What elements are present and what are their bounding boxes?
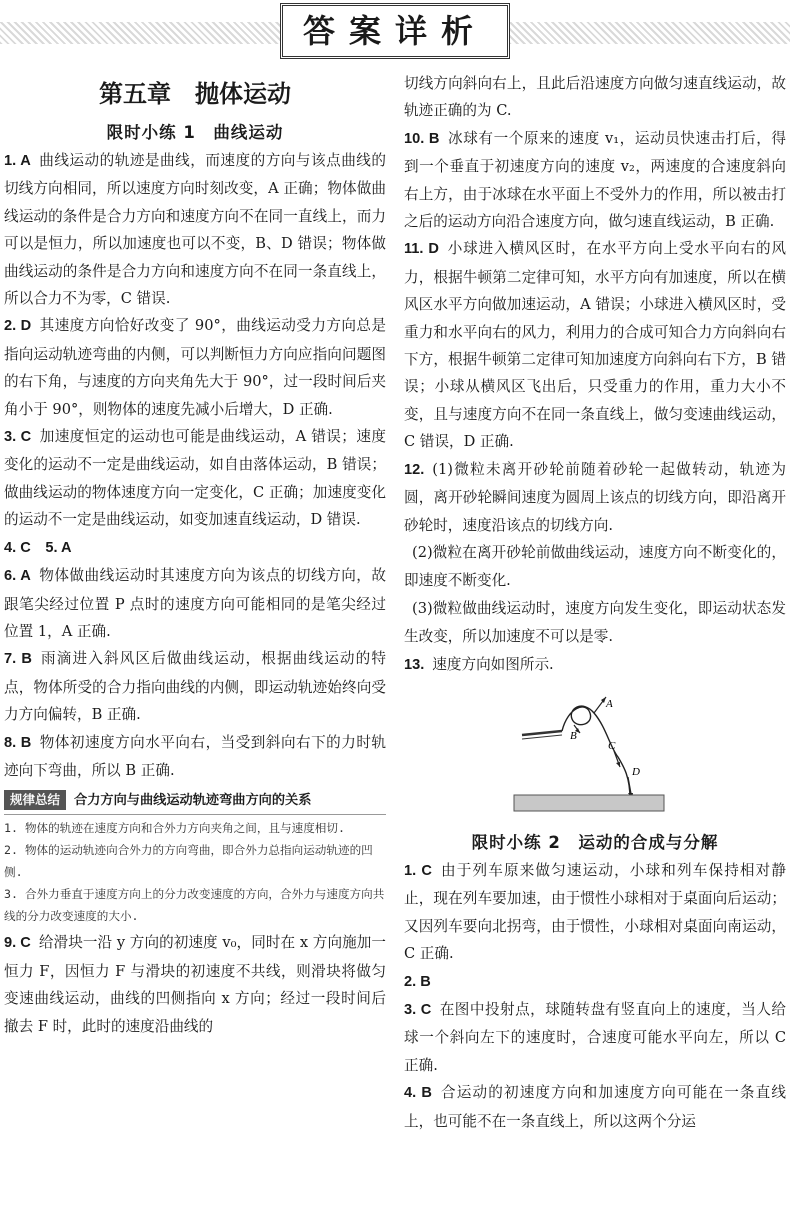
summary-title: 合力方向与曲线运动轨迹弯曲方向的关系	[74, 793, 312, 809]
point-label-d: D	[632, 765, 640, 778]
answer-list-left	[4, 147, 386, 784]
summary-heading	[4, 788, 386, 815]
point-label-b: B	[570, 729, 577, 742]
answer-item: 9. C 给滑块一沿 y 方向的初速度 v₀，同时在 x 方向施加一恒力 F，因恒力 F 与滑块的初速度不共线，则滑块将做匀变速曲线运动，曲线的凹侧指向 x 方向；经过一段时间后撤去 F 时，此时的速度沿曲线的	[4, 934, 386, 1035]
answer-item: 12. (1)微粒未离开砂轮前随着砂轮一起做转动，轨迹为圆，离开砂轮瞬间速度为圆周上该点的切线方向，即沿离开砂轮时，速度沿该点的切线方向.	[404, 460, 786, 534]
answer-item: 2. B	[404, 973, 431, 990]
answer-item: 8. B 物体初速度方向水平向右，当受到斜向右下的力时轨迹向下弯曲，所以 B 正确.	[4, 733, 386, 779]
left-column	[4, 70, 386, 1040]
answer-item: 4. B 合运动的初速度方向和加速度方向可能在一条直线上，也可能不在一条直线上，所以这两个分运	[404, 1084, 786, 1130]
answer-item: 2. D 其速度方向恰好改变了 90°，曲线运动受力方向总是指向运动轨迹弯曲的内侧，可以判断恒力方向应指向问题图的右下角，与速度的方向夹角先大于 90°，过一段时间后夹角小于 90°，则物体的速度先减小后增大，D 正确.	[4, 317, 387, 418]
answer-item: 6. A 物体做曲线运动时其速度方向为该点的切线方向，故跟笔尖经过位置 P 点时的速度方向可能相同的是笔尖经过位置 1，A 正确.	[4, 567, 386, 640]
answer-item: 4. C 5. A	[4, 539, 72, 556]
header-title: 答案详析	[280, 3, 510, 59]
velocity-direction-figure	[510, 687, 680, 815]
answer-item: 3. C 加速度恒定的运动也可能是曲线运动，A 错误；速度变化的运动不一定是曲线运动，如自由落体运动，B 错误；做曲线运动的物体速度方向一定变化，C 正确；加速度变化的运动不一定是曲线运动，如变加速直线运动，D 错误.	[4, 428, 387, 529]
section-title-1: 限时小练 1 曲线运动	[106, 123, 284, 142]
summary-line: 2. 物体的运动轨迹向合外力的方向弯曲，即合外力总指向运动轨迹的凹侧.	[4, 843, 373, 880]
answer-item: (3)微粒做曲线运动时，速度方向发生变化，即运动状态发生改变，所以加速度不可以是零.	[404, 599, 786, 646]
continued-text: 切线方向斜向右上，且此后沿速度方向做匀速直线运动，故轨迹正确的为 C.	[404, 75, 786, 120]
summary-tag: 规律总结	[4, 790, 66, 810]
chapter-title: 第五章 抛体运动	[99, 80, 291, 108]
page-header	[0, 0, 790, 66]
answer-item: 3. C 在图中投射点，球随转盘有竖直向上的速度，当人给球一个斜向左下的速度时，合速度可能水平向左，所以 C 正确.	[404, 1000, 786, 1074]
summary-line: 3. 合外力垂直于速度方向上的分力改变速度的方向，合外力与速度方向共线的分力改变速度的大小.	[4, 887, 385, 924]
answer-item: 11. D 小球进入横风区时，在水平方向上受水平向右的风力，根据牛顿第二定律可知，水平方向有加速度，所以在横风区水平方向做加速运动，A 错误；小球进入横风区时，受重力和水平向右的风力，利用力的合成可知合力方向斜向右下方，根据牛顿第二定律可知加速度方向斜向右下方，B 错误；小球从横风区飞出后，只受重力的作用，重力大小不变，且与速度方向不在同一条直线上，做匀变速曲线运动，C 错误，D 正确.	[404, 240, 786, 451]
point-label-c: C	[608, 739, 616, 752]
answer-item: 13. 速度方向如图所示.	[404, 655, 554, 673]
rule-summary-box	[4, 788, 386, 927]
right-column	[404, 70, 786, 1135]
answer-item: 7. B 雨滴进入斜风区后做曲线运动，根据曲线运动的特点，物体所受的合力指向曲线的内侧，即运动轨迹始终向受力方向偏转，B 正确.	[4, 650, 386, 724]
answer-item: (2)微粒在离开砂轮前做曲线运动，速度方向不断变化的，即速度不断变化.	[404, 543, 786, 590]
summary-line: 1. 物体的轨迹在速度方向和合外力方向夹角之间，且与速度相切.	[4, 821, 345, 836]
point-label-a: A	[606, 697, 613, 710]
answer-item: 10. B 冰球有一个原来的速度 v₁，运动员快速击打后，得到一个垂直于初速度方向的速度 v₂，两速度的合速度斜向右上方，由于冰球在水平面上不受外力的作用，所以被击打之后的运动方向沿合速度方向，做匀速直线运动，B 正确.	[404, 129, 786, 231]
answer-item: 1. A 曲线运动的轨迹是曲线，而速度的方向与该点曲线的切线方向相同，所以速度方向时刻改变，A 正确；物体做曲线运动的条件是合力方向和速度方向不在同一直线上，而力可以是恒力，所以加速度也可以不变，B、D 错误；物体做曲线运动的条件是合力方向和速度方向不在同一条直线上，所以合力不为零，C 错误.	[4, 152, 386, 308]
ground-block	[514, 795, 664, 811]
section-title-2: 限时小练 2 运动的合成与分解	[471, 832, 719, 852]
answer-item: 1. C 由于列车原来做匀速运动，小球和列车保持相对静止，现在列车要加速，由于惯性小球相对于桌面向后运动；又因列车要向北拐弯，由于惯性，小球相对桌面向南运动，C 正确.	[404, 861, 786, 963]
